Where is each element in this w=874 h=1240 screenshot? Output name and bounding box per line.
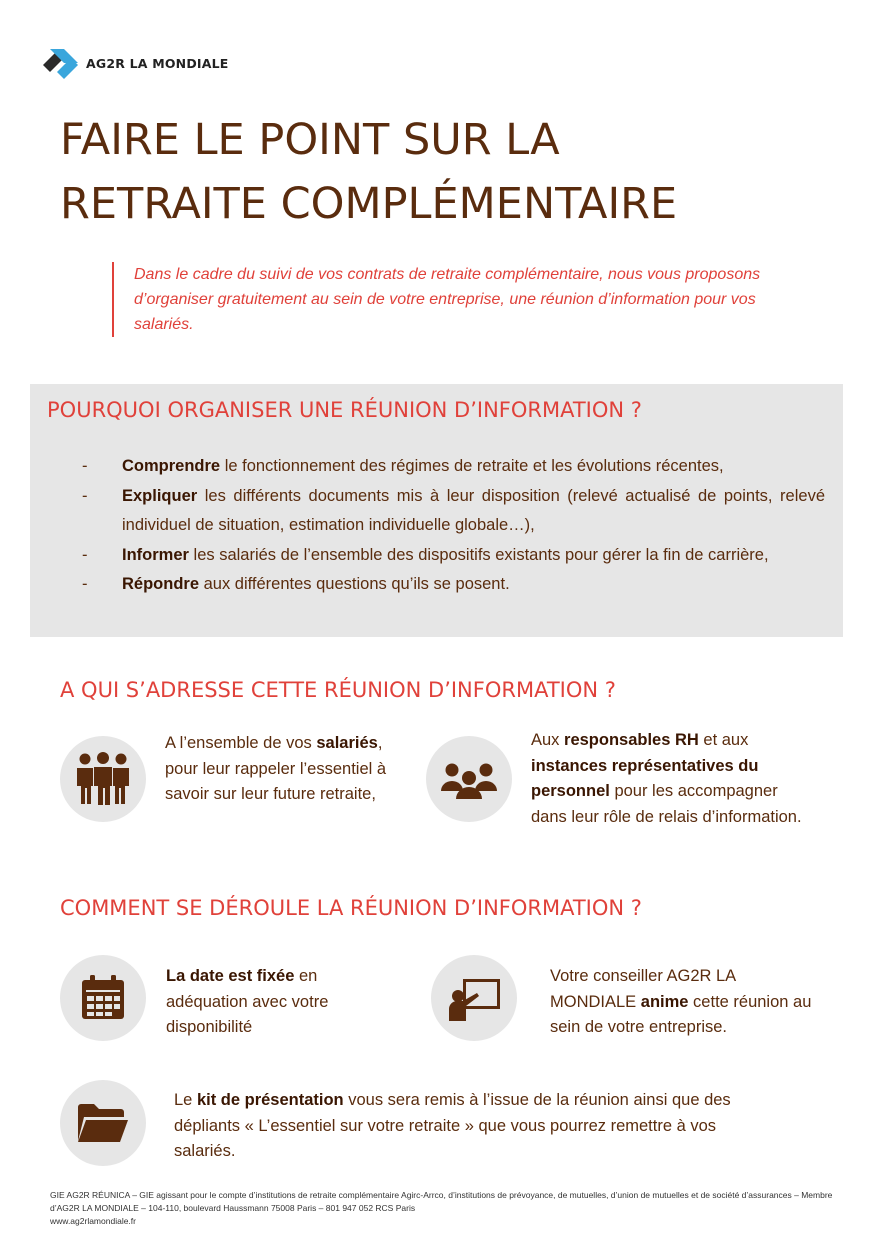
team-meeting-icon [441, 759, 497, 799]
page-title [60, 108, 840, 236]
title-line-1: FAIRE LE POINT SUR LA [60, 115, 560, 165]
advisor-icon-circle [431, 955, 517, 1041]
bullet-dash: - [82, 575, 88, 593]
brand-name: AG2R LA MONDIALE [86, 55, 229, 71]
why-item: - Informer les salariés de l’ensemble des dispositifs existants pour gérer la fin de carrière, [30, 541, 825, 571]
employees-text: A l’ensemble de vos salariés, pour leur rappeler l’essentiel à savoir sur leur future retraite, [165, 734, 387, 803]
why-item: - Comprendre le fonctionnement des régimes de retraite et les évolutions récentes, [30, 452, 825, 482]
employees-icon-circle [60, 736, 146, 822]
group-of-people-icon [74, 751, 132, 807]
date-icon-circle [60, 955, 146, 1041]
why-section [30, 384, 843, 637]
footer-legal: GIE AG2R RÉUNICA – GIE agissant pour le compte d’institutions de retraite complémentaire Agirc-Arrco, d’institutions de prévoyance, de mutuelles, d’union de mutuelles et de société d’assurances – Membre d’AG2R LA MONDIALE – 104-110, boulevard Haussmann 75008 Paris – 801 947 052 RCS Paris [50, 1190, 833, 1213]
kit-icon-circle [60, 1080, 146, 1166]
hr-icon-circle [426, 736, 512, 822]
why-item: - Expliquer les différents documents mis à leur disposition (relevé actualisé de points, relevé individuel de situation, estimation individuelle globale…), [30, 482, 825, 541]
how-heading: COMMENT SE DÉROULE LA RÉUNION D’INFORMATION ? [60, 896, 642, 920]
brand-logo[interactable] [40, 43, 229, 83]
intro-quote: Dans le cadre du suivi de vos contrats de retraite complémentaire, nous vous proposons d’organiser gratuitement au sein de votre entreprise, une réunion d’information pour vos salariés. [112, 262, 814, 337]
calendar-icon [80, 975, 126, 1021]
kit-text: Le kit de présentation vous sera remis à l’issue de la réunion ainsi que des dépliants « L’essentiel sur votre retraite » que vous pourrez remettre à vos salariés. [174, 1091, 731, 1160]
date-text: La date est fixée en adéquation avec votre disponibilité [166, 967, 329, 1036]
presenter-board-icon [446, 975, 502, 1021]
footer-website[interactable]: www.ag2rlamondiale.fr [50, 1216, 136, 1226]
title-line-2: RETRAITE COMPLÉMENTAIRE [60, 179, 678, 229]
why-item: - Répondre aux différentes questions qu’ils se posent. [30, 570, 825, 600]
why-heading: POURQUOI ORGANISER UNE RÉUNION D’INFORMATION ? [47, 398, 642, 422]
bullet-dash: - [82, 457, 88, 475]
hr-text: Aux responsables RH et aux instances représentatives du personnel pour les accompagner dans leur rôle de relais d’information. [531, 731, 802, 826]
advisor-text: Votre conseiller AG2R LA MONDIALE anime cette réunion au sein de votre entreprise. [550, 967, 812, 1036]
folder-icon [76, 1101, 130, 1145]
footer [50, 1189, 840, 1228]
bullet-dash: - [82, 486, 88, 505]
bullet-dash: - [82, 545, 88, 564]
who-heading: A QUI S’ADRESSE CETTE RÉUNION D’INFORMATION ? [60, 678, 616, 702]
why-list [30, 452, 825, 600]
ag2r-logo-icon [40, 45, 80, 81]
